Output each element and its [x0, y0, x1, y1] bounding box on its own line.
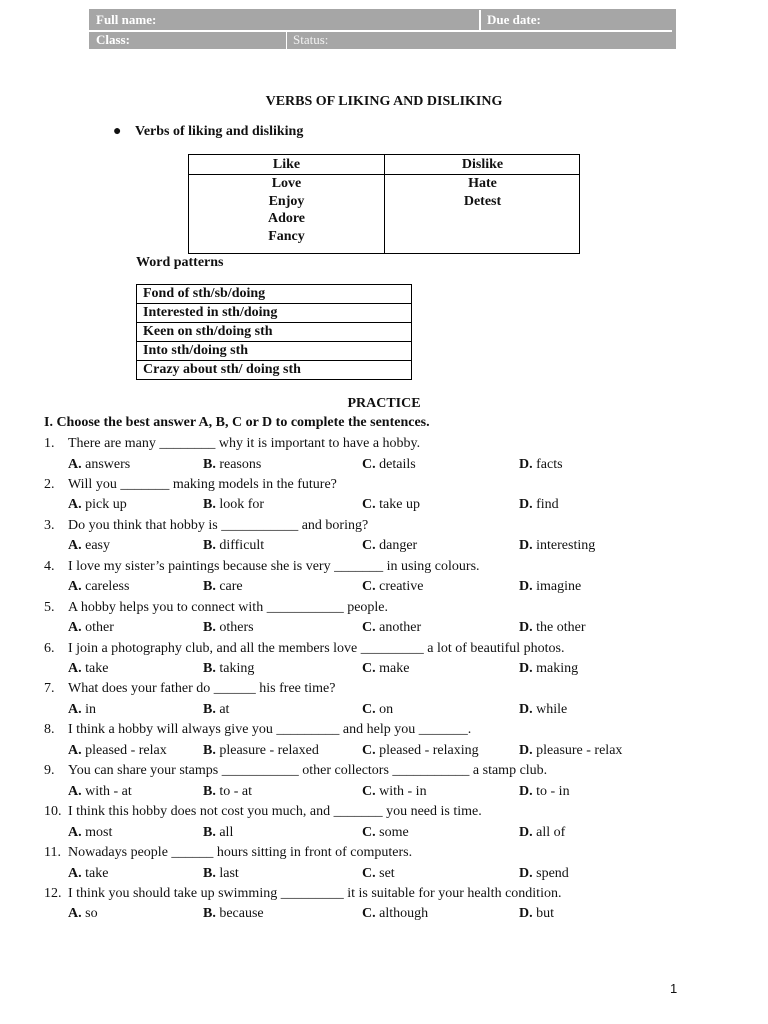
- answer-option: [519, 578, 581, 596]
- option-letter: D.: [519, 579, 533, 595]
- word-pattern-row: Into sth/doing sth: [137, 342, 411, 361]
- info-divider-vertical: [479, 10, 481, 30]
- option-letter: B.: [203, 661, 216, 676]
- answer-option: [362, 537, 417, 555]
- option-letter: B.: [203, 497, 216, 513]
- option-letter: B.: [203, 620, 216, 636]
- like-dislike-table: [188, 154, 580, 254]
- option-text: all: [219, 824, 234, 840]
- option-text: with - in: [379, 783, 427, 799]
- option-letter: D.: [519, 783, 533, 799]
- answer-option: [519, 701, 567, 719]
- question-text: You can share your stamps ___________ other collectors ___________ a stamp club.: [68, 763, 548, 779]
- option-text: although: [379, 906, 429, 922]
- answer-option: [68, 456, 130, 474]
- answer-option: [68, 578, 129, 596]
- question-item: [44, 517, 368, 535]
- option-text: another: [379, 620, 422, 636]
- option-letter: A.: [68, 497, 82, 513]
- answer-option: [68, 783, 132, 801]
- answer-option: [203, 537, 264, 555]
- answer-option: [362, 619, 421, 637]
- like-item: Enjoy: [268, 193, 305, 209]
- word-pattern-row: Crazy about sth/ doing sth: [137, 361, 411, 380]
- option-text: to - in: [536, 783, 570, 799]
- option-text: but: [536, 906, 555, 922]
- question-text: Will you _______ making models in the future?: [68, 476, 337, 492]
- page-number: 1: [670, 981, 678, 996]
- answer-option: [203, 660, 254, 678]
- question-item: [44, 599, 388, 617]
- answer-option: [68, 537, 110, 555]
- question-text: I love my sister’s paintings because she is very _______ in using colours.: [68, 558, 480, 574]
- dislike-item: Detest: [463, 193, 502, 209]
- option-letter: D.: [519, 742, 533, 758]
- answer-option: [362, 660, 409, 678]
- option-text: while: [536, 701, 568, 717]
- question-number: 5.: [44, 599, 55, 615]
- option-text: facts: [536, 456, 563, 472]
- option-letter: A.: [68, 456, 82, 472]
- class-label: Class:: [96, 32, 130, 47]
- option-text: the other: [536, 620, 586, 636]
- option-text: make: [379, 661, 410, 676]
- answer-option: [362, 824, 409, 842]
- option-text: find: [536, 497, 559, 513]
- option-letter: B.: [203, 906, 216, 922]
- like-column: [189, 175, 384, 245]
- answer-option: [203, 865, 239, 883]
- due-date-label: Due date:: [487, 12, 541, 27]
- option-letter: C.: [362, 824, 376, 840]
- answer-option: [68, 701, 96, 719]
- status-label: Status:: [293, 32, 329, 47]
- question-number: 8.: [44, 722, 55, 738]
- bullet-icon: ●: [113, 124, 122, 139]
- option-text: difficult: [219, 538, 265, 554]
- option-letter: A.: [68, 906, 82, 922]
- option-letter: B.: [203, 865, 216, 881]
- exercise-heading: I. Choose the best answer A, B, C or D to complete the sentences.: [44, 415, 430, 430]
- word-pattern-row: Fond of sth/sb/doing: [137, 285, 411, 304]
- option-letter: B.: [203, 701, 216, 717]
- word-pattern-row: Keen on sth/doing sth: [137, 323, 411, 342]
- option-text: pleased - relax: [85, 742, 167, 758]
- answer-option: [362, 905, 428, 923]
- answer-option: [203, 742, 319, 760]
- option-text: in: [85, 701, 97, 717]
- question-number: 2.: [44, 476, 55, 492]
- like-item: Fancy: [268, 228, 305, 244]
- option-letter: A.: [68, 783, 82, 799]
- option-text: at: [219, 701, 230, 717]
- question-item: [44, 762, 547, 780]
- question-number: 6.: [44, 640, 55, 656]
- question-item: [44, 435, 420, 453]
- answer-option: [362, 865, 395, 883]
- answer-option: [203, 783, 252, 801]
- option-text: on: [379, 701, 394, 717]
- option-text: set: [379, 865, 395, 881]
- option-letter: C.: [362, 906, 376, 922]
- word-patterns-table: [136, 284, 412, 380]
- answer-option: [203, 456, 261, 474]
- question-text: Do you think that hobby is ___________ and boring?: [68, 517, 369, 533]
- question-number: 1.: [44, 436, 55, 451]
- option-text: answers: [85, 456, 131, 472]
- option-letter: A.: [68, 701, 82, 717]
- answer-option: [519, 496, 559, 514]
- answer-option: [362, 701, 393, 719]
- option-letter: C.: [362, 620, 376, 636]
- answer-option: [68, 865, 108, 883]
- option-text: care: [219, 579, 243, 595]
- bullet-heading: [113, 124, 303, 140]
- dislike-header: Dislike: [461, 157, 504, 172]
- option-text: imagine: [536, 579, 582, 595]
- question-text: I think you should take up swimming _________ it is suitable for your health condition.: [68, 885, 562, 901]
- option-text: taking: [219, 661, 255, 676]
- answer-option: [68, 660, 108, 678]
- answer-option: [519, 619, 586, 637]
- option-text: creative: [379, 579, 424, 595]
- answer-option: [203, 619, 254, 637]
- answer-option: [519, 660, 578, 678]
- question-item: [44, 558, 480, 576]
- option-text: with - at: [85, 783, 132, 799]
- question-item: [44, 476, 337, 494]
- answer-option: [68, 824, 112, 842]
- student-info-table: [89, 9, 676, 49]
- option-letter: C.: [362, 538, 376, 554]
- option-letter: A.: [68, 742, 82, 758]
- option-text: reasons: [219, 456, 262, 472]
- option-letter: D.: [519, 865, 533, 881]
- answer-option: [203, 496, 264, 514]
- option-letter: A.: [68, 824, 82, 840]
- option-letter: D.: [519, 538, 533, 554]
- option-text: so: [85, 906, 98, 922]
- option-letter: D.: [519, 497, 533, 513]
- like-header: Like: [272, 157, 301, 172]
- word-pattern-row: Interested in sth/doing: [137, 304, 411, 323]
- answer-option: [203, 905, 264, 923]
- answer-option: [68, 905, 98, 923]
- question-number: 11.: [44, 845, 61, 860]
- answer-option: [519, 865, 569, 883]
- question-item: [44, 844, 412, 862]
- option-text: careless: [85, 579, 130, 595]
- option-letter: A.: [68, 579, 82, 595]
- option-letter: C.: [362, 456, 376, 472]
- option-text: other: [85, 620, 114, 636]
- option-text: danger: [379, 538, 418, 554]
- option-text: pleasure - relaxed: [219, 742, 319, 758]
- option-text: pleasure - relax: [536, 742, 623, 758]
- like-item: Adore: [267, 211, 306, 227]
- option-letter: B.: [203, 824, 216, 840]
- like-item: Love: [271, 176, 302, 191]
- option-text: all of: [536, 824, 566, 840]
- option-letter: A.: [68, 620, 82, 636]
- option-text: to - at: [219, 783, 252, 799]
- question-item: [44, 640, 565, 658]
- bullet-text: Verbs of liking and disliking: [135, 124, 304, 139]
- option-text: look for: [219, 497, 265, 513]
- answer-option: [519, 824, 565, 842]
- option-text: take: [85, 661, 109, 676]
- question-number: 3.: [44, 517, 55, 533]
- question-text: What does your father do ______ his free time?: [68, 681, 336, 697]
- option-text: making: [536, 661, 579, 676]
- option-letter: C.: [362, 783, 376, 799]
- question-text: There are many ________ why it is important to have a hobby.: [68, 436, 421, 451]
- option-letter: A.: [68, 538, 82, 554]
- option-letter: D.: [519, 824, 533, 840]
- option-letter: A.: [68, 865, 82, 881]
- option-letter: B.: [203, 783, 216, 799]
- question-text: I think a hobby will always give you _________ and help you _______.: [68, 722, 472, 738]
- option-text: interesting: [536, 538, 596, 554]
- option-text: last: [219, 865, 239, 881]
- answer-option: [362, 783, 427, 801]
- answer-option: [203, 701, 229, 719]
- option-letter: B.: [203, 538, 216, 554]
- option-text: take: [85, 865, 109, 881]
- option-letter: D.: [519, 456, 533, 472]
- option-text: others: [219, 620, 254, 636]
- question-number: 7.: [44, 681, 55, 697]
- question-item: [44, 680, 335, 698]
- option-text: spend: [536, 865, 569, 881]
- option-text: pleased - relaxing: [379, 742, 479, 758]
- word-patterns-label: Word patterns: [136, 255, 224, 270]
- option-letter: C.: [362, 661, 376, 676]
- info-divider: [89, 30, 672, 32]
- answer-option: [68, 742, 167, 760]
- answer-option: [519, 783, 570, 801]
- question-item: [44, 721, 471, 739]
- option-letter: D.: [519, 701, 533, 717]
- question-item: [44, 885, 561, 903]
- full-name-label: Full name:: [96, 12, 157, 27]
- option-text: most: [85, 824, 113, 840]
- option-text: details: [379, 456, 416, 472]
- answer-option: [362, 742, 479, 760]
- dislike-column: [385, 175, 580, 210]
- option-text: because: [219, 906, 264, 922]
- option-text: some: [379, 824, 409, 840]
- practice-title: PRACTICE: [347, 396, 421, 411]
- answer-option: [68, 619, 114, 637]
- answer-option: [203, 824, 233, 842]
- page-title: VERBS OF LIKING AND DISLIKING: [265, 94, 503, 109]
- question-item: [44, 803, 482, 821]
- option-letter: D.: [519, 906, 533, 922]
- option-text: easy: [85, 538, 111, 554]
- option-letter: C.: [362, 865, 376, 881]
- answer-option: [519, 905, 554, 923]
- dislike-item: Hate: [468, 176, 497, 191]
- answer-option: [362, 496, 420, 514]
- option-letter: B.: [203, 579, 216, 595]
- option-letter: C.: [362, 497, 376, 513]
- answer-option: [362, 578, 423, 596]
- answer-option: [519, 537, 595, 555]
- answer-option: [519, 742, 622, 760]
- option-text: take up: [379, 497, 420, 513]
- option-letter: B.: [203, 742, 216, 758]
- option-letter: D.: [519, 620, 533, 636]
- question-text: I think this hobby does not cost you much, and _______ you need is time.: [68, 804, 482, 820]
- answer-option: [362, 456, 416, 474]
- answer-option: [203, 578, 243, 596]
- question-number: 4.: [44, 558, 55, 574]
- option-letter: C.: [362, 579, 376, 595]
- question-text: A hobby helps you to connect with ___________ people.: [68, 599, 389, 615]
- option-letter: D.: [519, 661, 533, 676]
- option-letter: B.: [203, 456, 216, 472]
- answer-option: [519, 456, 563, 474]
- answer-option: [68, 496, 127, 514]
- option-text: pick up: [85, 497, 127, 513]
- question-text: Nowadays people ______ hours sitting in front of computers.: [68, 845, 413, 860]
- option-letter: A.: [68, 661, 82, 676]
- question-text: I join a photography club, and all the members love _________ a lot of beautiful photos.: [68, 640, 565, 656]
- question-number: 12.: [44, 885, 62, 901]
- question-number: 9.: [44, 763, 55, 779]
- option-letter: C.: [362, 701, 376, 717]
- option-letter: C.: [362, 742, 376, 758]
- question-number: 10.: [44, 804, 62, 820]
